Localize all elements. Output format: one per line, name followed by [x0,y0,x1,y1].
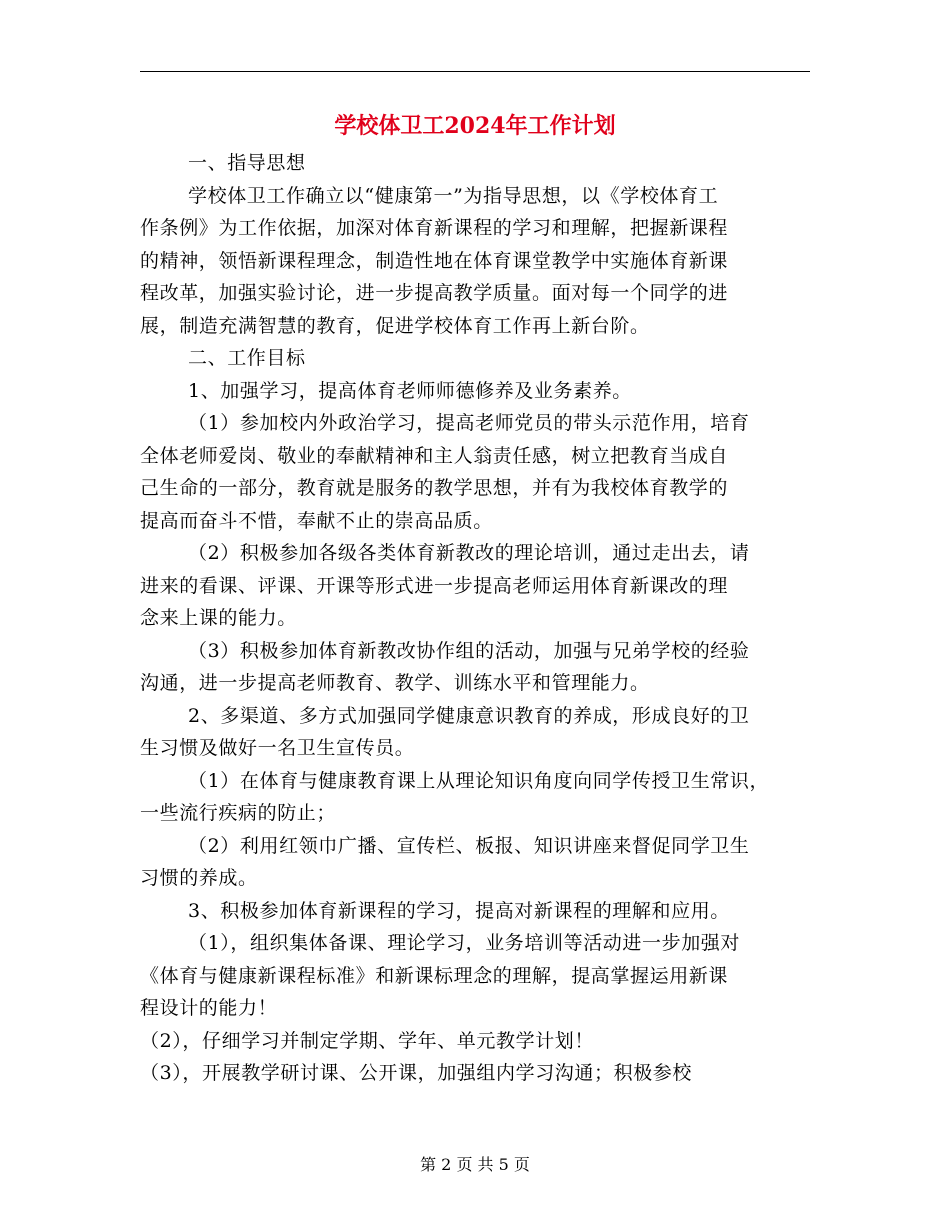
document-body [140,147,810,1090]
text-line: 2、多渠道、多方式加强同学健康意识教育的养成，形成良好的卫 [188,704,750,727]
text-line: 全体老师爱岗、敬业的奉献精神和主人翁责任感，树立把教育当成自 [140,444,729,467]
text-line: 展，制造充满智慧的教育，促进学校体育工作再上新台阶。 [140,314,650,337]
text-line: 3、积极参加体育新课程的学习，提高对新课程的理解和应用。 [188,899,730,922]
text-line: 1、加强学习，提高体育老师师德修养及业务素养。 [188,379,632,402]
text-line: 一些流行疾病的防止； [140,802,337,824]
text-line: （3），开展教学研讨课、公开课，加强组内学习沟通；积极参校 [140,1062,692,1084]
text-line: 生习惯及做好一名卫生宣传员。 [140,737,415,759]
text-line: （1）在体育与健康教育课上从理论知识角度向同学传授卫生常识， [188,769,770,792]
text-line: 沟通，进一步提高老师教育、教学、训练水平和管理能力。 [140,672,650,694]
text-line: （2），仔细学习并制定学期、学年、单元教学计划！ [140,1029,594,1052]
text-line: 一、指导思想 [188,152,306,174]
text-line: 提高而奋斗不惜，奉献不止的崇高品质。 [140,509,493,532]
text-line: （3）积极参加体育新教改协作组的活动，加强与兄弟学校的经验 [188,639,750,662]
text-line: （2）利用红领巾广播、宣传栏、板报、知识讲座来督促同学卫生 [188,834,750,857]
document-title: 学校体卫工2024年工作计划 [334,113,616,139]
header-rule [140,71,810,72]
text-line: （2）积极参加各级各类体育新教改的理论培训，通过走出去，请 [188,542,750,564]
text-line: （1）参加校内外政治学习，提高老师党员的带头示范作用，培育 [188,412,750,434]
text-line: 作条例》为工作依据，加深对体育新课程的学习和理解，把握新课程 [140,217,729,239]
text-line: 念来上课的能力。 [140,607,297,629]
text-line: 的精神，领悟新课程理念，制造性地在体育课堂教学中实施体育新课 [140,249,729,272]
text-line: 二、工作目标 [188,347,306,369]
text-line: （1），组织集体备课、理论学习，业务培训等活动进一步加强对 [188,932,740,954]
text-line: 程设计的能力！ [140,997,278,1019]
text-line: 进来的看课、评课、开课等形式进一步提高老师运用体育新课改的理 [140,574,729,597]
text-line: 习惯的养成。 [140,867,258,889]
text-line: 己生命的一部分，教育就是服务的教学思想，并有为我校体育教学的 [140,477,729,499]
text-line: 学校体卫工作确立以“健康第一”为指导思想，以《学校体育工 [188,184,719,207]
text-line: 程改革，加强实验讨论，进一步提高教学质量。面对每一个同学的进 [140,282,729,304]
text-line: 《体育与健康新课程标准》和新课标理念的理解，提高掌握运用新课 [140,964,729,987]
page-footer: 第 2 页 共 5 页 [420,1155,530,1174]
